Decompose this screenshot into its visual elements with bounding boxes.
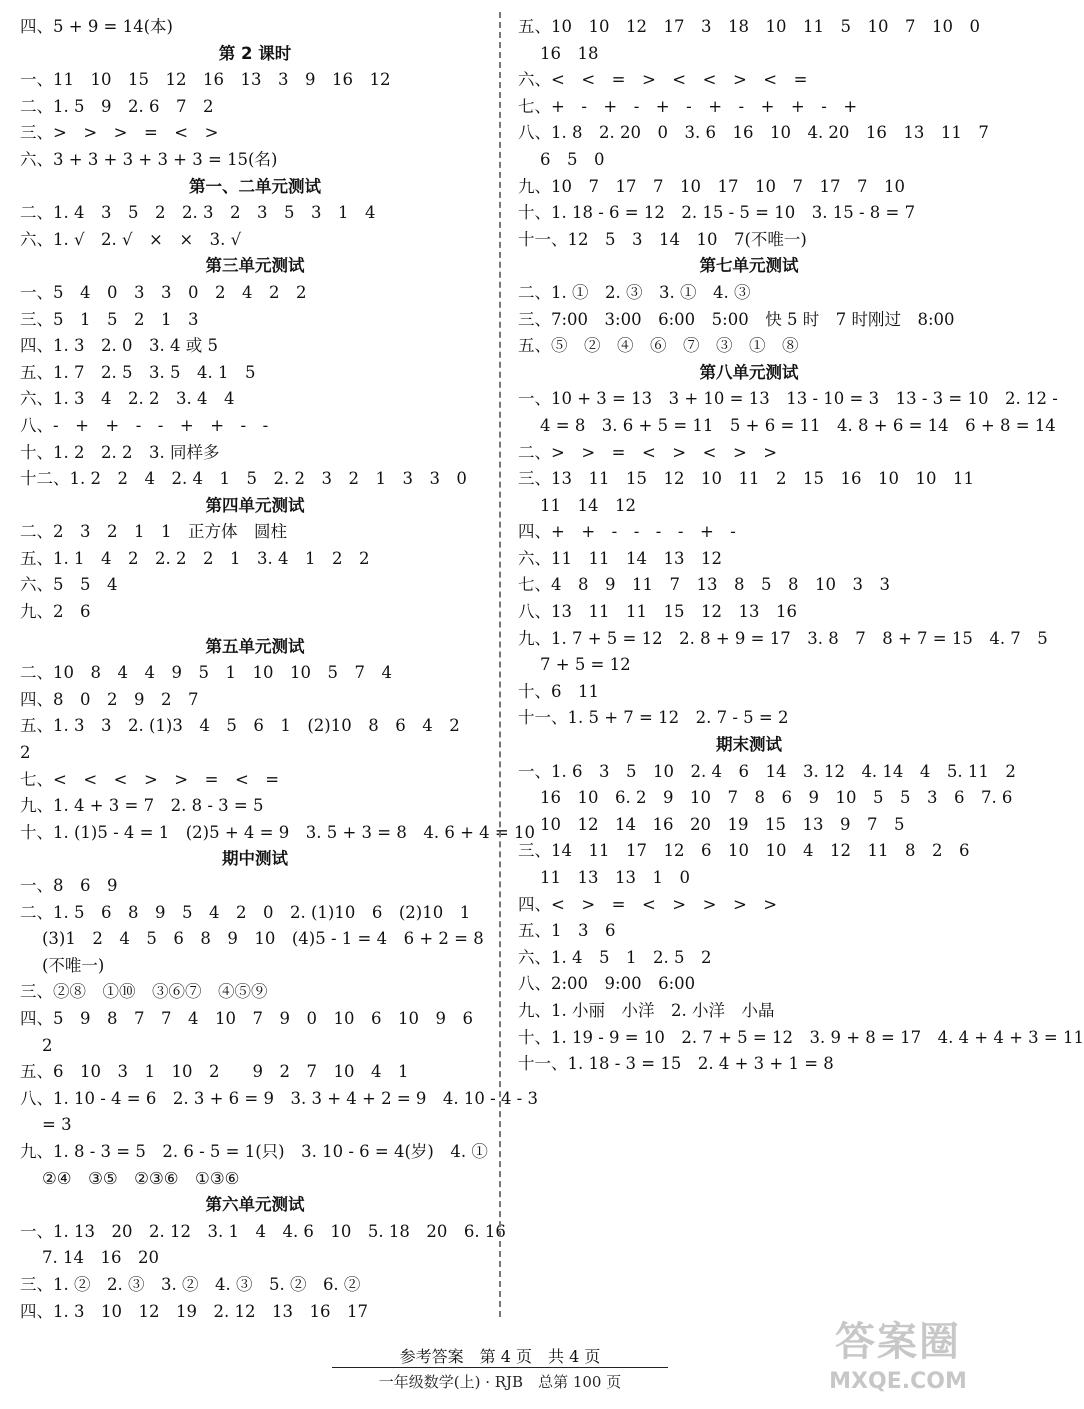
footer-page-info: 参考答案 第 4 页 共 4 页 — [399, 1347, 601, 1366]
answer-line: 三、②⑧ ①⑩ ③⑥⑦ ④⑤⑨ — [20, 982, 268, 1002]
answer-line: 七、4 8 9 11 7 13 8 5 8 10 3 3 — [518, 575, 890, 595]
answer-line: 三、14 11 17 12 6 10 10 4 12 11 8 2 6 — [518, 841, 970, 861]
answer-line: 一、8 6 9 — [20, 876, 118, 895]
answer-line-continued: 16 18 — [540, 43, 599, 63]
answer-line: 五、⑤ ② ④ ⑥ ⑦ ③ ① ⑧ — [518, 336, 799, 356]
answer-line: 二、1. 4 3 5 2 2. 3 2 3 5 3 1 4 — [20, 203, 376, 223]
answer-line: 二、1. ① 2. ③ 3. ① 4. ③ — [518, 282, 751, 302]
answer-line: 十二、1. 2 2 4 2. 4 1 5 2. 2 3 2 1 3 3 0 — [20, 469, 467, 489]
answer-line: 五、10 10 12 17 3 18 10 11 5 10 7 10 0 — [518, 17, 980, 36]
answer-line-continued: 7 + 5 = 12 — [540, 655, 631, 675]
answer-line: 五、6 10 3 1 10 2 9 2 7 10 4 1 — [20, 1062, 409, 1082]
footer-rule — [332, 1367, 668, 1368]
answer-line: 九、1. 8 - 3 = 5 2. 6 - 5 = 1(只) 3. 10 - 6 = 4(岁) 4. ① — [20, 1141, 488, 1161]
answer-line-continued: = 3 — [42, 1115, 72, 1135]
section-heading: 第八单元测试 — [699, 362, 799, 382]
answer-line-continued: 10 12 14 16 20 19 15 13 9 7 5 — [540, 814, 905, 834]
section-heading: 第五单元测试 — [205, 636, 305, 656]
answer-line-continued: 2 — [42, 1035, 53, 1055]
answer-line-continued: ②④ ③⑤ ②③⑥ ①③⑥ — [42, 1168, 240, 1188]
answer-line: 二、1. 5 6 8 9 5 4 2 0 2. (1)10 6 (2)10 1 — [20, 902, 471, 922]
answer-line: 十、1. (1)5 - 4 = 1 (2)5 + 4 = 9 3. 5 + 3 = 8 4. 6 + 4 = 10 — [20, 822, 535, 842]
section-heading: 期中测试 — [222, 849, 288, 869]
section-heading: 第七单元测试 — [699, 256, 799, 276]
answer-line: 二、2 3 2 1 1 正方体 圆柱 — [20, 522, 287, 542]
answer-line: 六、3 + 3 + 3 + 3 + 3 = 15(名) — [20, 149, 278, 169]
answer-line: 十、6 11 — [518, 681, 599, 701]
section-heading: 第六单元测试 — [205, 1195, 305, 1215]
answer-line: 四、+ + - - - - + - — [518, 522, 736, 542]
answer-line: 八、2:00 9:00 6:00 — [518, 974, 696, 994]
answer-line: 六、5 5 4 — [20, 575, 118, 595]
answer-line: 三、7:00 3:00 6:00 5:00 快 5 时 7 时刚过 8:00 — [518, 309, 955, 329]
footer-book-info: 一年级数学(上) · RJB 总第 100 页 — [378, 1373, 622, 1391]
answer-line: 六、11 11 14 13 12 — [518, 548, 722, 568]
answer-line: 四、< > = < > > > > — [518, 894, 778, 914]
answer-line: 四、8 0 2 9 2 7 — [20, 689, 199, 709]
answer-line-continued: 6 5 0 — [540, 149, 605, 169]
right-answer-column — [518, 14, 1084, 1078]
answer-line: 八、1. 8 2. 20 0 3. 6 16 10 4. 20 16 13 11 7 — [518, 123, 989, 143]
answer-line: 一、1. 13 20 2. 12 3. 1 4 4. 6 10 5. 18 20 6. 16 — [20, 1221, 506, 1241]
answer-line: 五、1. 7 2. 5 3. 5 4. 1 5 — [20, 362, 256, 382]
answer-line: 七、+ - + - + - + - + + - + — [518, 96, 858, 116]
answer-line: 十一、1. 18 - 3 = 15 2. 4 + 3 + 1 = 8 — [518, 1054, 834, 1074]
answer-line-continued: (3)1 2 4 5 6 8 9 10 (4)5 - 1 = 4 6 + 2 = 8 — [42, 929, 484, 949]
answer-line: 九、10 7 17 7 10 17 10 7 17 7 10 — [518, 176, 905, 196]
watermark-site: MXQE.COM — [829, 1369, 967, 1394]
answer-line: 五、1. 3 3 2. (1)3 4 5 6 1 (2)10 8 6 4 2 — [20, 716, 460, 736]
section-heading: 第一、二单元测试 — [189, 176, 321, 196]
answer-line: 二、1. 5 9 2. 6 7 2 — [20, 96, 214, 116]
answer-line: 四、5 + 9 = 14(本) — [20, 17, 173, 36]
answer-line: 一、5 4 0 3 3 0 2 4 2 2 — [20, 282, 307, 302]
answer-line: 八、- + + - - + + - - — [20, 415, 269, 435]
answer-line: 十一、1. 5 + 7 = 12 2. 7 - 5 = 2 — [518, 708, 789, 728]
answer-line: 九、1. 小丽 小洋 2. 小洋 小晶 — [518, 1000, 775, 1020]
answer-line-continued: 4 = 8 3. 6 + 5 = 11 5 + 6 = 11 4. 8 + 6 = 14 6 + 8 = 14 — [540, 415, 1056, 435]
answer-line: 四、1. 3 2. 0 3. 4 或 5 — [20, 336, 218, 356]
section-heading: 第 2 课时 — [218, 43, 292, 63]
answer-line-continued: 16 10 6. 2 9 10 7 8 6 9 10 5 5 3 6 7. 6 — [540, 788, 1013, 808]
answer-line: 二、> > = < > < > > — [518, 442, 778, 462]
answer-line-continued: 7. 14 16 20 — [42, 1248, 159, 1268]
section-heading: 第四单元测试 — [205, 495, 305, 515]
answer-line-continued: 11 14 12 — [540, 495, 636, 515]
answer-line: 十、1. 19 - 9 = 10 2. 7 + 5 = 12 3. 9 + 8 = 17 4. 4 + 4 + 3 = 11 — [518, 1027, 1084, 1047]
answer-line: 三、> > > = < > — [20, 123, 219, 143]
watermark-title: 答案圈 — [835, 1319, 961, 1365]
answer-line: 四、5 9 8 7 7 4 10 7 9 0 10 6 10 9 6 — [20, 1008, 473, 1028]
answer-line: 十、1. 2 2. 2 3. 同样多 — [20, 442, 220, 462]
answer-line: 二、10 8 4 4 9 5 1 10 10 5 7 4 — [20, 663, 392, 683]
answer-line: 2 — [20, 743, 31, 763]
answer-line: 三、13 11 15 12 10 11 2 15 16 10 10 11 — [518, 469, 974, 489]
answer-line-continued: 11 13 13 1 0 — [540, 868, 690, 887]
answer-line: 一、11 10 15 12 16 13 3 9 16 12 — [20, 70, 391, 90]
section-heading: 期末测试 — [716, 735, 782, 755]
answer-line: 四、1. 3 10 12 19 2. 12 13 16 17 — [20, 1301, 368, 1321]
left-answer-column — [20, 14, 539, 1325]
answer-line: 三、1. ② 2. ③ 3. ② 4. ③ 5. ② 6. ② — [20, 1274, 361, 1294]
answer-line: 九、2 6 — [20, 602, 91, 622]
answer-line: 三、5 1 5 2 1 3 — [20, 309, 199, 329]
answer-line: 一、10 + 3 = 13 3 + 10 = 13 13 - 10 = 3 13 - 3 = 10 2. 12 - — [518, 389, 1058, 409]
answer-line: 八、13 11 11 15 12 13 16 — [518, 602, 797, 622]
answer-line: 九、1. 7 + 5 = 12 2. 8 + 9 = 17 3. 8 7 8 + 7 = 15 4. 7 5 — [518, 628, 1048, 648]
section-heading: 第三单元测试 — [205, 256, 305, 276]
column-divider — [499, 12, 501, 1317]
answer-line: 六、1. √ 2. √ × × 3. √ — [20, 229, 242, 249]
answer-line-continued: (不唯一) — [42, 955, 105, 975]
answer-line: 十一、12 5 3 14 10 7(不唯一) — [518, 229, 807, 249]
answer-line: 五、1 3 6 — [518, 921, 616, 941]
answer-line: 六、1. 4 5 1 2. 5 2 — [518, 947, 712, 967]
answer-line: 五、1. 1 4 2 2. 2 2 1 3. 4 1 2 2 — [20, 548, 370, 568]
answer-line: 十、1. 18 - 6 = 12 2. 15 - 5 = 10 3. 15 - 8 = 7 — [518, 203, 916, 223]
answer-line: 七、< < < > > = < = — [20, 769, 280, 789]
answer-line: 一、1. 6 3 5 10 2. 4 6 14 3. 12 4. 14 4 5. 11 2 — [518, 761, 1016, 781]
answer-line: 六、< < = > < < > < = — [518, 70, 808, 90]
watermark-logo — [808, 1318, 988, 1402]
answer-line: 九、1. 4 + 3 = 7 2. 8 - 3 = 5 — [20, 796, 264, 816]
answer-line: 八、1. 10 - 4 = 6 2. 3 + 6 = 9 3. 3 + 4 + 2 = 9 4. 10 - 4 - 3 — [20, 1088, 539, 1108]
answer-line: 六、1. 3 4 2. 2 3. 4 4 — [20, 389, 235, 409]
